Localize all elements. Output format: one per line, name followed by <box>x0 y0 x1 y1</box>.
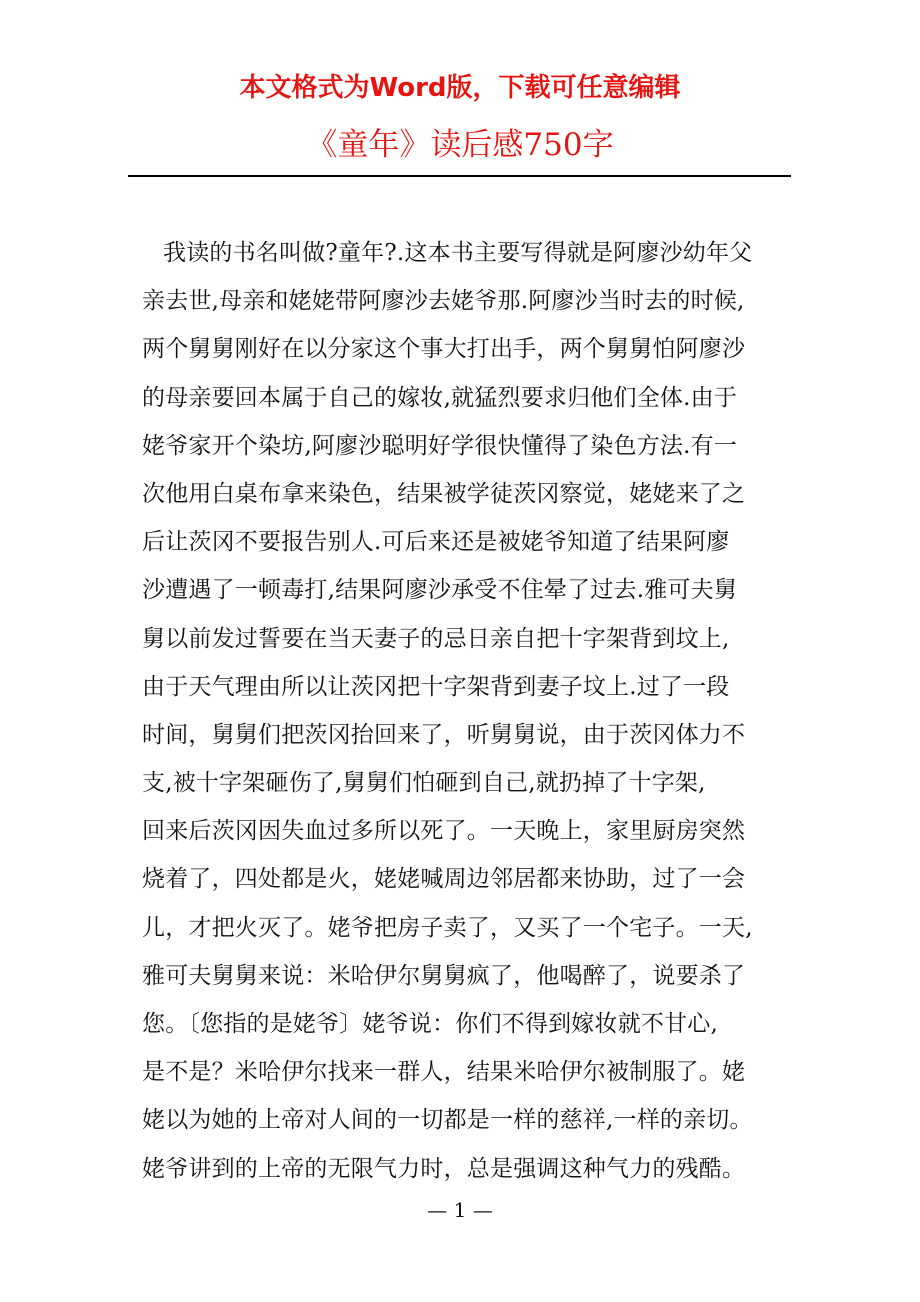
text-line: 的母亲要回本属于自己的嫁妆,就猛烈要求归他们全体.由于 <box>142 384 738 411</box>
text-line: 回来后茨冈因失血过多所以死了。一天晚上，家里厨房突然 <box>142 818 746 845</box>
text-line: 亲去世,母亲和姥姥带阿廖沙去姥爷那.阿廖沙当时去的时候, <box>142 288 745 315</box>
text-line: 是不是？米哈伊尔找来一群人，结果米哈伊尔被制服了。姥 <box>142 1059 746 1086</box>
text-line: 时间，舅舅们把茨冈抬回来了，听舅舅说，由于茨冈体力不 <box>142 721 746 748</box>
text-line: 我读的书名叫做?童年?.这本书主要写得就是阿廖沙幼年父 <box>163 240 753 266</box>
page-number: — 1 — <box>427 1198 493 1222</box>
text-line: 舅以前发过誓要在当天妻子的忌日亲自把十字架背到坟上, <box>142 625 730 652</box>
text-line: 后让茨冈不要报告别人.可后来还是被姥爷知道了结果阿廖 <box>142 529 730 556</box>
text-line: 儿，才把火灭了。姥爷把房子卖了，又买了一个宅子。一天, <box>142 914 753 941</box>
document-title: 《童年》读后感750字 <box>306 127 614 163</box>
text-line: 沙遭遇了一顿毒打,结果阿廖沙承受不住晕了过去.雅可夫舅 <box>142 577 738 604</box>
text-line: 次他用白桌布拿来染色，结果被学徒茨冈察觉，姥姥来了之 <box>142 480 746 507</box>
text-line: 您。〔您指的是姥爷〕姥爷说：你们不得到嫁妆就不甘心, <box>142 1011 719 1037</box>
format-notice: 本文格式为Word版，下载可任意编辑 <box>239 73 681 103</box>
text-line: 烧着了，四处都是火，姥姥喊周边邻居都来协助，过了一会 <box>142 866 746 893</box>
text-line: 姥爷家开个染坊,阿廖沙聪明好学很快懂得了染色方法.有一 <box>142 432 738 459</box>
body-text <box>142 229 780 1193</box>
text-line: 姥以为她的上帝对人间的一切都是一样的慈祥,一样的亲切。 <box>142 1107 753 1134</box>
text-line: 支,被十字架砸伤了,舅舅们怕砸到自己,就扔掉了十字架, <box>142 770 706 797</box>
text-line: 雅可夫舅舅来说：米哈伊尔舅舅疯了，他喝醉了，说要杀了 <box>142 962 746 989</box>
title-divider <box>128 175 791 177</box>
text-line: 两个舅舅刚好在以分家这个事大打出手，两个舅舅怕阿廖沙 <box>142 336 746 363</box>
text-line: 姥爷讲到的上帝的无限气力时，总是强调这种气力的残酷。 <box>142 1155 746 1182</box>
text-line: 由于天气理由所以让茨冈把十字架背到妻子坟上.过了一段 <box>142 673 730 700</box>
